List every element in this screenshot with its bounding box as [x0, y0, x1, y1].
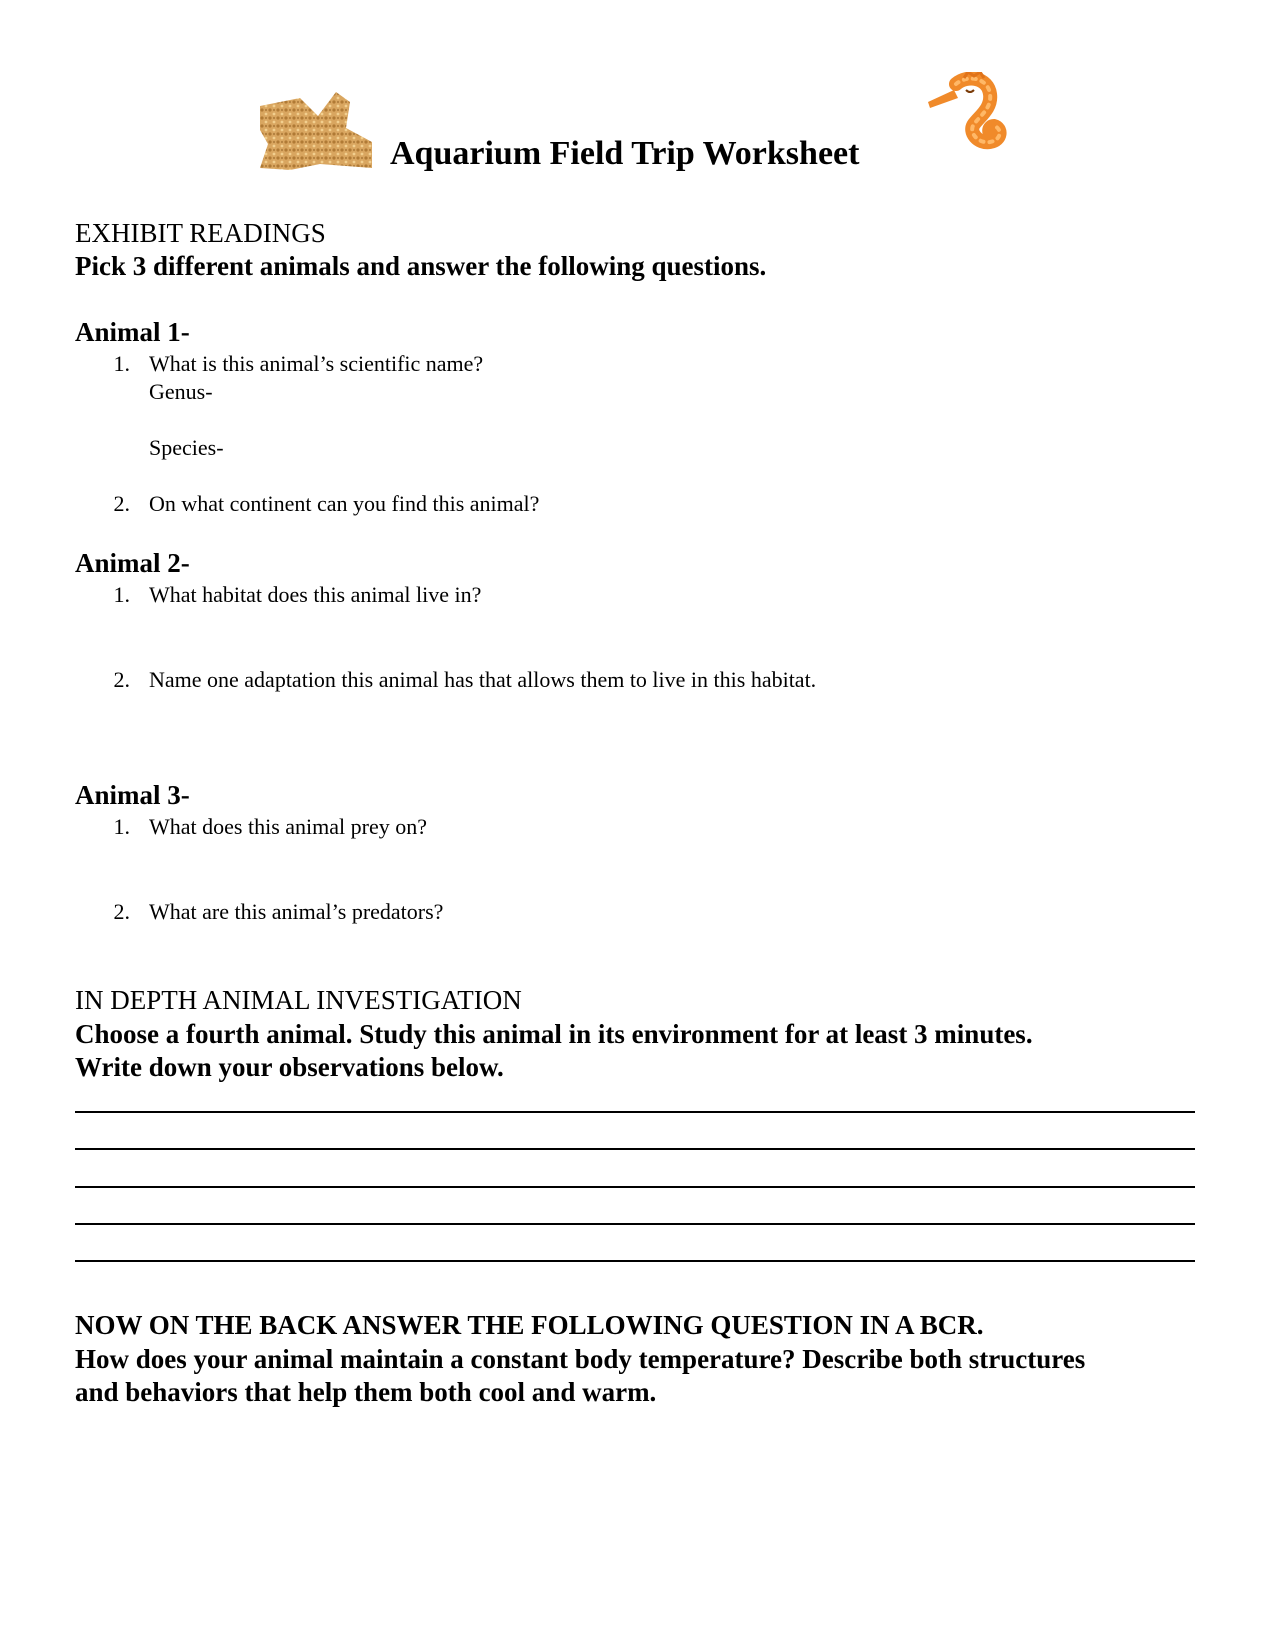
animal-2-q1: What habitat does this animal live in?: [149, 582, 482, 607]
animal-1-q1-number: 1.: [113, 351, 130, 376]
bcr-line-1: How does your animal maintain a constant body temperature? Describe both structures: [75, 1344, 1086, 1374]
animal-1-q1: What is this animal’s scientific name?: [149, 351, 484, 376]
animal-1-q2: On what continent can you find this animal?: [149, 491, 540, 516]
animal-1-genus: Genus-: [149, 379, 213, 404]
answer-line-3[interactable]: [75, 1186, 1195, 1188]
answer-line-4[interactable]: [75, 1223, 1195, 1225]
answer-line-5[interactable]: [75, 1260, 1195, 1262]
animal-2-label: Animal 2-: [75, 548, 190, 578]
seahorse-image: [918, 72, 1008, 172]
animal-2-q2-number: 2.: [113, 667, 130, 692]
investigation-heading: IN DEPTH ANIMAL INVESTIGATION: [75, 985, 522, 1015]
answer-line-1[interactable]: [75, 1111, 1195, 1113]
investigation-line-1: Choose a fourth animal. Study this animal in its environment for at least 3 minutes.: [75, 1019, 1033, 1049]
animal-1-species: Species-: [149, 435, 224, 460]
animal-3-label: Animal 3-: [75, 780, 190, 810]
answer-line-2[interactable]: [75, 1148, 1195, 1150]
starfish-image: [260, 92, 372, 170]
animal-3-q2-number: 2.: [113, 899, 130, 924]
animal-1-label: Animal 1-: [75, 317, 190, 347]
exhibit-instruction: Pick 3 different animals and answer the following questions.: [75, 251, 767, 281]
bcr-heading: NOW ON THE BACK ANSWER THE FOLLOWING QUESTION IN A BCR.: [75, 1310, 984, 1340]
animal-1-q2-number: 2.: [113, 491, 130, 516]
animal-2-q2: Name one adaptation this animal has that allows them to live in this habitat.: [149, 667, 817, 692]
bcr-line-2: and behaviors that help them both cool and warm.: [75, 1377, 657, 1407]
exhibit-heading: EXHIBIT READINGS: [75, 218, 326, 248]
page-title: Aquarium Field Trip Worksheet: [390, 135, 860, 172]
investigation-line-2: Write down your observations below.: [75, 1052, 504, 1082]
animal-3-q1: What does this animal prey on?: [149, 814, 427, 839]
animal-2-q1-number: 1.: [113, 582, 130, 607]
animal-3-q2: What are this animal’s predators?: [149, 899, 444, 924]
animal-3-q1-number: 1.: [113, 814, 130, 839]
